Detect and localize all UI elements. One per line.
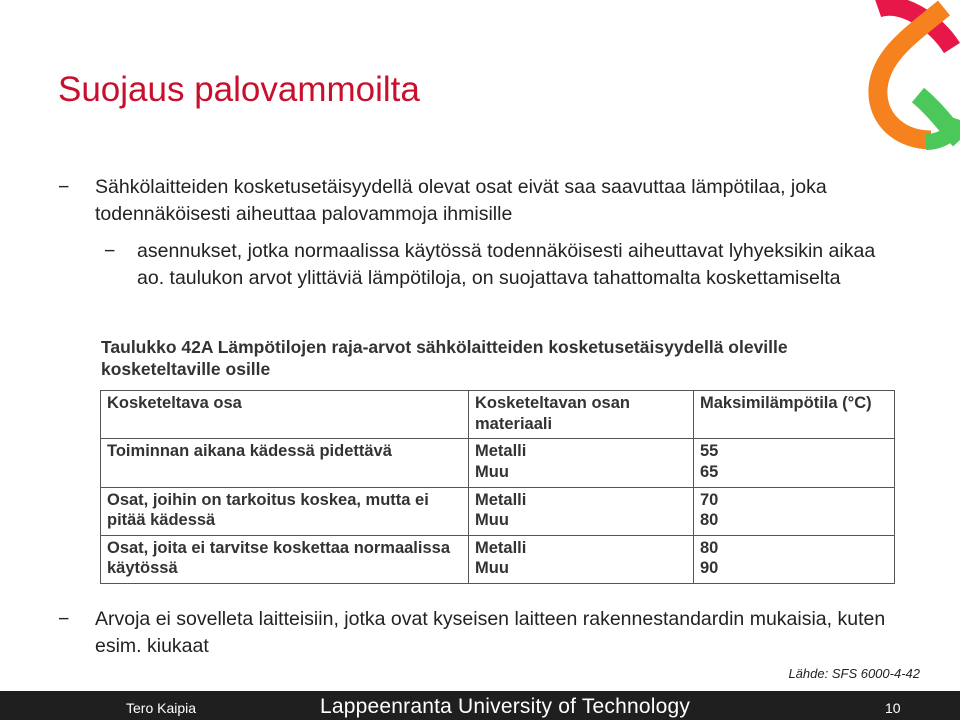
lut-logo-icon: [856, 0, 960, 150]
source-note: Lähde: SFS 6000-4-42: [788, 666, 920, 681]
footer-author: Tero Kaipia: [126, 700, 197, 716]
table-row: [101, 535, 895, 583]
part-cell: Toiminnan aikana kädessä pidettävä: [101, 439, 469, 487]
temperature-value: 55: [700, 442, 719, 461]
sub-bullet-item: [104, 238, 897, 292]
sub-bullet-text: asennukset, jotka normaalissa käytössä todennäköisesti aiheuttavat lyhyeksikin aikaa ao. taulukon arvot ylittäviä lämpötiloja, on suojattava tahattomalta koskettamiselta: [137, 240, 876, 289]
temperature-value: 70: [700, 490, 719, 509]
bullet-text: Sähkölaitteiden kosketusetäisyydellä olevat osat eivät saa saavuttaa lämpötilaa, joka todennäköisesti aiheuttaa palovammoja ihmisille: [95, 176, 827, 225]
slide-title: Suojaus palovammoilta: [58, 70, 420, 109]
header-cell: Kosketeltavan osan materiaali: [469, 391, 694, 439]
part-cell: Osat, joita ei tarvitse koskettaa normaalissa käytössä: [101, 535, 469, 583]
temperature-limits-table: [100, 390, 895, 584]
temperature-value: 65: [700, 462, 719, 481]
table-caption: Taulukko 42A Lämpötilojen raja-arvot sähkölaitteiden kosketusetäisyydellä oleville kosketeltaville osille: [101, 337, 788, 379]
temperature-value: 80: [700, 538, 719, 557]
bullet-item: [58, 606, 915, 660]
bullet-text: Arvoja ei sovelleta laitteisiin, jotka ovat kyseisen laitteen rakennestandardin mukaisia, kuten esim. kiukaat: [95, 608, 886, 657]
material-cell: [469, 535, 694, 583]
bullet-item: [58, 174, 855, 228]
material-cell: [469, 487, 694, 535]
material-value: Muu: [475, 511, 509, 529]
temperature-cell: [694, 487, 895, 535]
material-cell: [469, 439, 694, 487]
material-value: Metalli: [475, 538, 527, 557]
material-value: Muu: [475, 462, 509, 481]
material-value: Metalli: [475, 490, 527, 509]
page-number: 10: [885, 700, 901, 716]
material-value: Muu: [475, 559, 509, 578]
table-header-row: [101, 391, 895, 439]
material-value: Metalli: [475, 442, 527, 461]
temperature-value: 90: [700, 559, 719, 578]
temperature-value: 80: [700, 511, 719, 529]
part-cell: Osat, joihin on tarkoitus koskea, mutta ei pitää kädessä: [101, 487, 469, 535]
temperature-cell: [694, 439, 895, 487]
header-cell: Kosketeltava osa: [101, 391, 469, 439]
dash-bullet-icon: −: [58, 176, 70, 198]
footer-bar: [0, 691, 960, 720]
temperature-cell: [694, 535, 895, 583]
dash-bullet-icon: −: [104, 240, 116, 262]
footer-university: Lappeenranta University of Technology: [320, 695, 691, 718]
table-row: [101, 487, 895, 535]
table-row: [101, 439, 895, 487]
header-cell: Maksimilämpötila (°C): [694, 391, 895, 439]
dash-bullet-icon: −: [58, 608, 70, 630]
